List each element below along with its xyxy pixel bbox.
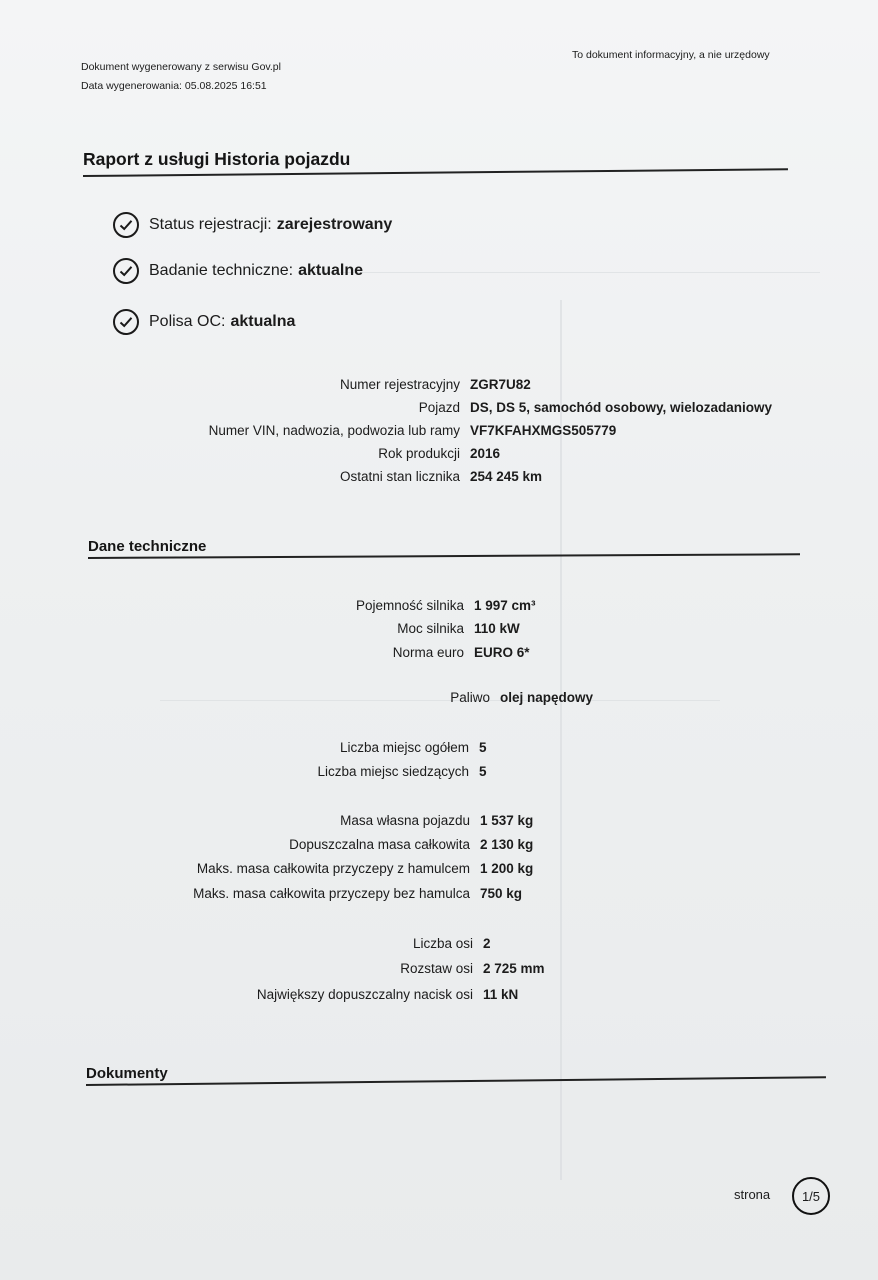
vehicle-row (160, 469, 542, 484)
field-label: Największy dopuszczalny nacisk osi (256, 987, 473, 1002)
field-value: 110 kW (474, 621, 520, 636)
field-value: EURO 6* (474, 645, 530, 660)
check-circle-icon (113, 258, 139, 284)
tech-row (160, 987, 518, 1002)
field-label: Liczba miejsc siedzących (317, 764, 469, 779)
page-number-badge (792, 1177, 830, 1215)
field-value: 11 kN (483, 987, 519, 1002)
tech-row (160, 861, 533, 876)
tech-row (160, 936, 491, 951)
field-value: 1 537 kg (480, 813, 534, 828)
field-value: 5 (479, 740, 487, 755)
field-label: Pojemność silnika (355, 598, 464, 613)
tech-row (160, 837, 533, 852)
field-label: Maks. masa całkowita przyczepy z hamulcem (196, 861, 470, 876)
status-label: Badanie techniczne: (149, 262, 294, 279)
field-label: Dopuszczalna masa całkowita (289, 837, 470, 852)
field-label: Norma euro (392, 645, 464, 660)
field-label: Rozstaw osi (400, 961, 473, 976)
tech-row (160, 690, 593, 705)
check-circle-icon (113, 309, 139, 335)
field-label: Liczba miejsc ogółem (339, 740, 469, 755)
field-value: 254 245 km (470, 469, 543, 484)
vehicle-row (160, 446, 500, 461)
field-value: DS, DS 5, samochód osobowy, wielozadaniowy (470, 400, 773, 415)
field-value: 5 (479, 764, 487, 779)
field-label: Liczba osi (412, 936, 473, 951)
tech-row (160, 886, 522, 901)
field-label: Paliwo (450, 690, 490, 705)
status-label: Polisa OC: (149, 313, 226, 330)
section-title-technical: Dane techniczne (88, 538, 207, 555)
page-number: 1/5 (801, 1188, 821, 1204)
tech-row (160, 598, 536, 613)
field-label: Pojazd (418, 400, 460, 415)
vehicle-row (160, 377, 531, 392)
field-value: 1 200 kg (480, 861, 534, 876)
field-label: Numer VIN, nadwozia, podwozia lub ramy (208, 423, 460, 438)
status-label: Status rejestracji: (149, 216, 272, 233)
bleed-through-line (300, 272, 820, 273)
vehicle-row (160, 400, 772, 415)
field-value: 2 725 mm (483, 961, 545, 976)
tech-row (160, 961, 545, 976)
tech-row (160, 740, 487, 755)
tech-row (160, 813, 533, 828)
field-label: Ostatni stan licznika (339, 469, 460, 484)
field-value: 750 kg (480, 886, 523, 901)
generated-date: Data wygenerowania: 05.08.2025 16:51 (81, 80, 267, 92)
field-value: 1 997 cm³ (474, 598, 536, 613)
check-circle-icon (113, 212, 139, 238)
status-insurance (113, 309, 295, 335)
status-value: aktualna (230, 313, 296, 330)
field-value: 2 (483, 936, 491, 951)
generated-source: Dokument wygenerowany z serwisu Gov.pl (81, 61, 281, 73)
field-label: Maks. masa całkowita przyczepy bez hamulca (193, 886, 470, 901)
tech-row (160, 764, 487, 779)
field-label: Masa własna pojazdu (340, 813, 470, 828)
page-label: strona (734, 1187, 771, 1202)
report-title: Raport z usługi Historia pojazdu (83, 149, 351, 169)
section-rule (86, 1076, 826, 1085)
field-label: Numer rejestracyjny (339, 377, 460, 392)
status-value: zarejestrowany (276, 216, 393, 233)
field-value: 2016 (470, 446, 501, 461)
informational-notice: To dokument informacyjny, a nie urzędowy (572, 49, 770, 61)
status-registration (113, 212, 392, 238)
status-inspection (113, 258, 363, 284)
vehicle-row (160, 423, 616, 438)
field-value: ZGR7U82 (470, 377, 531, 392)
field-label: Moc silnika (397, 621, 464, 636)
field-value: olej napędowy (500, 690, 594, 705)
status-value: aktualne (298, 262, 364, 279)
section-title-documents: Dokumenty (86, 1065, 168, 1082)
header-info (81, 58, 281, 96)
field-label: Rok produkcji (378, 446, 460, 461)
tech-row (160, 621, 520, 636)
field-value: 2 130 kg (480, 837, 534, 852)
tech-row (160, 645, 530, 660)
field-value: VF7KFAHXMGS505779 (470, 423, 617, 438)
